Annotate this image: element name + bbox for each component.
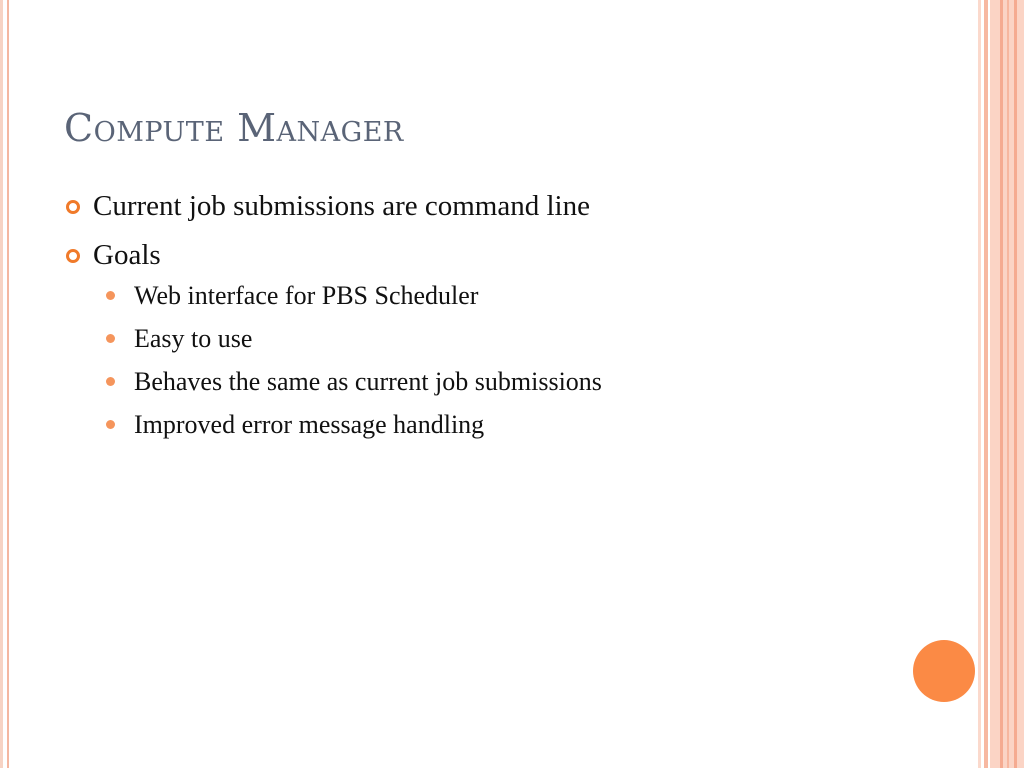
sub-bullet-item xyxy=(93,365,602,399)
bullet-text: Goals xyxy=(93,239,161,271)
bullet-list xyxy=(64,188,602,455)
filled-dot-bullet-icon xyxy=(106,377,115,386)
sub-bullet-text: Easy to use xyxy=(134,324,253,353)
filled-dot-bullet-icon xyxy=(106,420,115,429)
right-border-stripe-5 xyxy=(1014,0,1017,768)
hollow-circle-bullet-icon xyxy=(66,200,80,214)
filled-dot-bullet-icon xyxy=(106,291,115,300)
left-border-stripe-inner xyxy=(7,0,9,768)
sub-bullet-item xyxy=(93,279,602,313)
sub-bullet-text: Web interface for PBS Scheduler xyxy=(134,281,479,310)
left-border-stripe xyxy=(0,0,3,768)
bullet-text: Current job submissions are command line xyxy=(93,190,590,222)
right-border-stripe-3 xyxy=(1000,0,1003,768)
orange-circle-decoration xyxy=(913,640,975,702)
bullet-item-current-submissions xyxy=(64,188,602,224)
right-border-stripe-1 xyxy=(978,0,981,768)
slide-title: Compute Manager xyxy=(64,106,404,150)
sub-bullet-text: Behaves the same as current job submissions xyxy=(134,367,602,396)
sub-bullet-text: Improved error message handling xyxy=(134,410,485,439)
bullet-item-goals xyxy=(64,237,602,442)
filled-dot-bullet-icon xyxy=(106,334,115,343)
goals-sub-list xyxy=(93,279,602,442)
right-border-stripe-4 xyxy=(1007,0,1009,768)
sub-bullet-item xyxy=(93,408,602,442)
hollow-circle-bullet-icon xyxy=(66,249,80,263)
sub-bullet-item xyxy=(93,322,602,356)
right-border-stripe-2 xyxy=(984,0,988,768)
